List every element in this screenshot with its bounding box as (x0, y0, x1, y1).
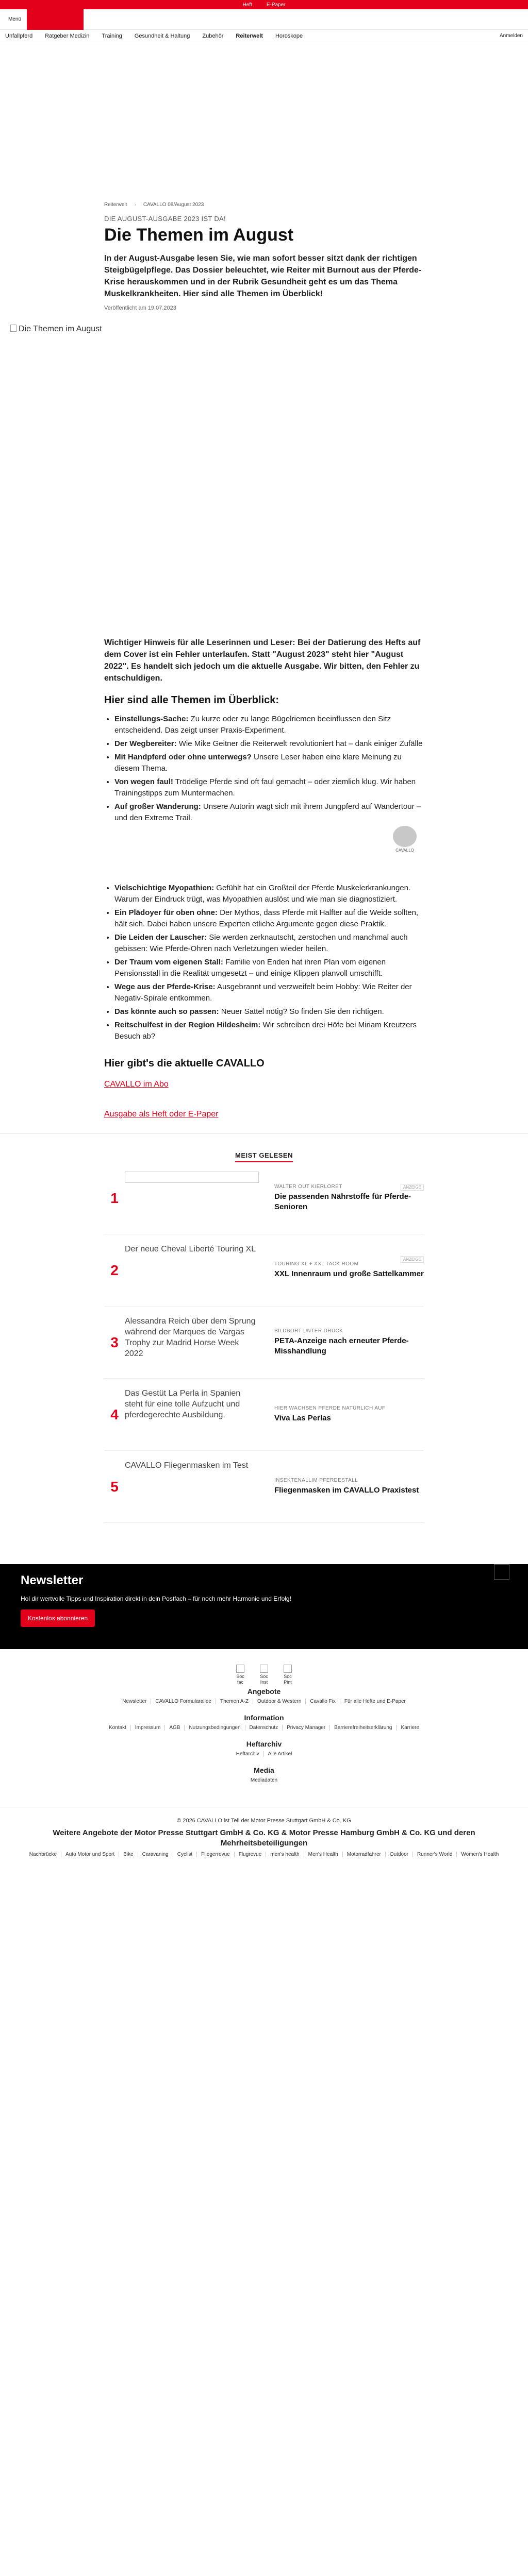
item-headline[interactable]: Viva Las Perlas (274, 1414, 331, 1422)
footer-link[interactable]: Nutzungsbedingungen (185, 1725, 245, 1731)
footer-link[interactable]: Impressum (131, 1725, 165, 1731)
correction-note-text: Wichtiger Hinweis für alle Leserinnen und Leser: Bei der Datierung des Hefts auf dem Cover ist ein Fehler unterlaufen. Statt "August 2023" steht hier "August 2022". Es handelt sich jedoch um die aktuelle Ausgabe. Wir bitten, den Fehler zu entschuldigen. (104, 638, 421, 683)
brand-link[interactable]: Women's Health (461, 1852, 499, 1857)
inline-ad-space (104, 826, 424, 883)
breadcrumb (104, 202, 424, 208)
thumbnail-alt: Alessandra Reich über dem Sprung während der Marques de Vargas Trophy zur Madrid Horse Week 2022 (125, 1316, 256, 1358)
nav-item-unfallpferd[interactable]: Unfallpferd (5, 32, 33, 39)
thumbnail[interactable] (125, 1388, 259, 1442)
broken-image-icon (125, 1172, 259, 1183)
list-item: • Auf großer Wanderung: Unsere Autorin wagt sich mit ihrem Jungpferd auf Wandertour – und den Extreme Trail. (114, 801, 424, 824)
thumbnail[interactable] (125, 1172, 259, 1225)
divider (0, 1133, 528, 1134)
brand-links (0, 1852, 528, 1857)
ad-badge: ANZEIGE (401, 1256, 424, 1263)
thumbnail[interactable] (125, 1316, 259, 1369)
correction-note (104, 637, 424, 684)
footer-link[interactable]: Mediadaten (250, 1777, 278, 1783)
nav-item-ratgeber-medizin[interactable]: Ratgeber Medizin (45, 32, 90, 39)
page-bottom-space (0, 1857, 528, 2576)
hero-image-alt: Die Themen im August (19, 325, 102, 333)
footer-link[interactable]: Kontakt (105, 1725, 131, 1731)
brand-link[interactable]: Caravaning (138, 1852, 173, 1857)
footer-heading-angebote: Angebote (247, 1687, 281, 1696)
menu-button[interactable]: Menü (8, 16, 22, 22)
newsletter-text: Hol dir wertvolle Tipps und Inspiration direkt in dein Postfach – für noch mehr Harmonie und Erfolg! (21, 1595, 291, 1602)
rank-number: 1 (110, 1190, 119, 1206)
list-item: • Ein Plädoyer für oben ohne: Der Mythos, dass Pferde mit Halfter auf die Weide sollten, hält sich. Dabei haben unsere Experten etliche Argumente gegen diese Praktik. (114, 907, 424, 930)
thumbnail-alt: CAVALLO Fliegenmasken im Test (125, 1461, 249, 1470)
most-read-item[interactable] (104, 1451, 424, 1523)
breadcrumb-item-issue[interactable]: CAVALLO 08/August 2023 (143, 202, 204, 208)
breadcrumb-item-reiterwelt[interactable]: Reiterwelt (104, 202, 127, 208)
footer-link[interactable]: AGB (165, 1725, 185, 1731)
footer-link[interactable]: Privacy Manager (283, 1725, 330, 1731)
rank-number: 3 (110, 1334, 119, 1350)
overview-heading: Hier sind alle Themen im Überblick: (104, 694, 279, 706)
footer-links-media (0, 1777, 528, 1783)
article-body (104, 637, 424, 1119)
item-headline[interactable]: PETA-Anzeige nach erneuter Pferde-Misshandlung (274, 1336, 409, 1355)
newsletter-subscribe-button[interactable]: Kostenlos abonnieren (21, 1609, 95, 1627)
topbar-link-heft[interactable]: Heft (242, 2, 252, 8)
instagram-icon[interactable]: Soc Inst (257, 1665, 271, 1686)
footer-links-information (0, 1725, 528, 1731)
rank-number: 2 (110, 1262, 119, 1278)
article-kicker: DIE AUGUST-AUSGABE 2023 IST DA! (104, 215, 226, 223)
current-issue-heading: Hier gibt's die aktuelle CAVALLO (104, 1058, 265, 1069)
badge-label: CAVALLO (395, 848, 414, 853)
nav-item-training[interactable]: Training (102, 32, 122, 39)
brand-link[interactable]: Bike (119, 1852, 138, 1857)
footer-link[interactable]: CAVALLO Formularallee (151, 1699, 216, 1704)
footer-link[interactable]: Outdoor & Western (253, 1699, 306, 1704)
footer-link[interactable]: Alle Artikel (268, 1751, 292, 1757)
social-links (0, 1665, 528, 1686)
broken-image-icon (10, 325, 16, 332)
footer-link[interactable]: Cavallo Fix (306, 1699, 340, 1704)
topbar-link-epaper[interactable]: E-Paper (266, 2, 286, 8)
footer-link[interactable]: Barrierefreiheitserklärung (330, 1725, 397, 1731)
brand-link[interactable]: Men's Health (304, 1852, 343, 1857)
newsletter-banner (0, 1564, 528, 1649)
footer-heading-heftarchiv: Heftarchiv (246, 1740, 282, 1748)
nav-item-zubehoer[interactable]: Zubehör (202, 32, 224, 39)
brand-link[interactable]: men's health (266, 1852, 304, 1857)
list-item: • Die Leiden der Lauscher: Sie werden zerknautscht, zerstochen und manchmal auch gebissen: Wie Pferde-Ohren nach Verletzungen wieder heilen. (114, 932, 424, 955)
item-category: INSEKTENALLIM PFERDESTALL (274, 1478, 358, 1483)
brand-link[interactable]: Cyclist (173, 1852, 197, 1857)
rank-number: 4 (110, 1406, 119, 1422)
list-item: • Wege aus der Pferde-Krise: Ausgebrannt und verzweifelt beim Hobby: Wie Reiter der Negativ-Spirale entkommen. (114, 981, 424, 1004)
brand-link[interactable]: Flugrevue (235, 1852, 266, 1857)
footer (0, 1665, 528, 1857)
list-item: • Einstellungs-Sache: Zu kurze oder zu lange Bügelriemen beeinflussen den Sitz entscheidend. Das zeigt unser Praxis-Experiment. (114, 714, 424, 736)
brand-link[interactable]: Auto Motor und Sport (61, 1852, 119, 1857)
login-link[interactable]: Anmelden (499, 33, 523, 39)
brand-link[interactable]: Motorradfahrer (343, 1852, 386, 1857)
rank-number: 5 (110, 1478, 119, 1495)
newsletter-title: Newsletter (21, 1573, 84, 1587)
item-headline[interactable]: XXL Innenraum und große Sattelkammer (274, 1269, 424, 1278)
list-item: • Der Traum vom eigenen Stall: Familie von Enden hat ihren Plan vom eigenen Pensionsstall in die Realität umgesetzt – und einige Klippen planvoll umschifft. (114, 957, 424, 979)
issue-link[interactable]: Ausgabe als Heft oder E-Paper (104, 1110, 219, 1118)
brand-link[interactable]: Fliegerrevue (197, 1852, 235, 1857)
footer-heading-media: Media (254, 1766, 274, 1774)
most-read-item[interactable] (104, 1162, 424, 1234)
thumbnail[interactable] (125, 1460, 259, 1514)
badge-circle (393, 826, 417, 847)
pinterest-icon[interactable]: Soc Pint (281, 1665, 294, 1686)
item-category: HIER WACHSEN PFERDE NATÜRLICH AUF (274, 1405, 386, 1411)
item-category: BILDBORT UNTER DRUCK (274, 1328, 343, 1334)
abo-link[interactable]: CAVALLO im Abo (104, 1080, 169, 1089)
ad-badge: ANZEIGE (401, 1184, 424, 1191)
hero-image (0, 321, 528, 631)
list-item: • Von wegen faul! Trödelige Pferde sind oft faul gemacht – oder ziemlich klug. Wir haben Trainingstipps zum Muntermachen. (114, 776, 424, 799)
top-bar (0, 0, 528, 9)
most-read-title: MEIST GELESEN (104, 1151, 424, 1162)
brand-link[interactable]: Nachbrücke (25, 1852, 61, 1857)
footer-link[interactable]: Für alle Hefte und E-Paper (344, 1699, 406, 1704)
footer-link[interactable]: Newsletter (118, 1699, 151, 1704)
most-read-section (104, 1151, 424, 1523)
list-item: • Das könnte auch so passen: Neuer Sattel nötig? So finden Sie den richtigen. (114, 1006, 424, 1018)
topic-list-b (104, 883, 424, 1042)
main-nav (0, 30, 528, 42)
article-lead: In der August-Ausgabe lesen Sie, wie man sofort besser sitzt dank der richtigen Steigbügelpflege. Das Dossier beleuchtet, wie Reiter mit Burnout aus der Pferde-Krise herauskommen und in der Rubrik Gesundheit geht es um das Thema Muskelkrankheiten. Hier sind alle Themen im Überblick! (104, 254, 422, 298)
thumbnail-alt: Das Gestüt La Perla in Spanien steht für eine tolle Aufzucht und pferdegerechte Ausbildung. (125, 1388, 241, 1419)
topic-list-a (104, 714, 424, 824)
list-item: • Mit Handpferd oder ohne unterwegs? Unsere Leser haben eine klare Meinung zu diesem Thema. (114, 752, 424, 774)
footer-links-angebote (0, 1699, 528, 1704)
nav-item-gesundheit-haltung[interactable]: Gesundheit & Haltung (134, 32, 190, 39)
brand-link[interactable]: Outdoor (386, 1852, 413, 1857)
footer-link[interactable]: Karriere (401, 1725, 420, 1731)
cavallo-logo[interactable] (27, 9, 84, 30)
footer-links-heftarchiv (0, 1751, 528, 1757)
most-read-item[interactable] (104, 1379, 424, 1451)
brand-row (0, 9, 528, 30)
ad-space (0, 42, 528, 197)
item-category: WALTER OUT KIERLORET (274, 1184, 342, 1190)
item-headline[interactable]: Fliegenmasken im CAVALLO Praxistest (274, 1486, 419, 1495)
further-offers-heading: Weitere Angebote der Motor Presse Stuttgart GmbH & Co. KG & Motor Presse Hamburg GmbH & Co. KG und deren Mehrheitsbeteiligungen (53, 1828, 475, 1848)
footer-link[interactable]: Datenschutz (245, 1725, 283, 1731)
footer-link[interactable]: Heftarchiv (232, 1751, 264, 1757)
nav-item-horoskope[interactable]: Horoskope (275, 32, 303, 39)
nav-item-reiterwelt[interactable]: Reiterwelt (236, 32, 263, 39)
list-item: • Reitschulfest in der Region Hildesheim: Wir schreiben drei Höfe bei Miriam Kreutzers Besuch ab? (114, 1020, 424, 1042)
brand-link[interactable]: Runner's World (413, 1852, 457, 1857)
publish-date: Veröffentlicht am 19.07.2023 (104, 305, 176, 311)
page-title: Die Themen im August (104, 225, 294, 245)
thumbnail-alt: Der neue Cheval Liberté Touring XL (125, 1244, 256, 1253)
facebook-icon[interactable]: Soc fac (234, 1665, 247, 1686)
copyright: © 2026 CAVALLO ist Teil der Motor Presse Stuttgart GmbH & Co. KG (177, 1818, 351, 1824)
list-item: • Vielschichtige Myopathien: Gefühlt hat ein Großteil der Pferde Muskelerkrankungen. Warum der Eindruck trügt, was Myopathien auslöst und wie man sie diagnostiziert. (114, 883, 424, 905)
most-read-item[interactable] (104, 1234, 424, 1307)
list-item: • Der Wegbereiter: Wie Mike Geitner die Reiterwelt revolutioniert hat – dank einiger Zufälle (114, 738, 424, 750)
thumbnail[interactable] (125, 1244, 259, 1297)
item-headline[interactable]: Die passenden Nährstoffe für Pferde-Senioren (274, 1192, 411, 1211)
article (104, 202, 424, 311)
item-category: TOURING XL + XXL TACK ROOM (274, 1261, 359, 1267)
footer-heading-information: Information (244, 1714, 284, 1722)
breadcrumb-separator: › (134, 202, 136, 208)
cavallo-badge[interactable] (392, 826, 418, 853)
footer-link[interactable]: Themen A-Z (216, 1699, 253, 1704)
newsletter-image (494, 1564, 509, 1580)
most-read-item[interactable] (104, 1307, 424, 1379)
